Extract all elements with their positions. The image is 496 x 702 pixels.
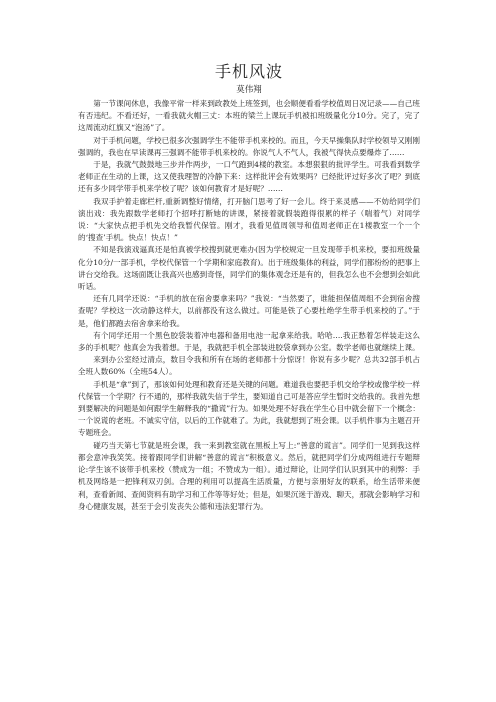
document-author: 莫伟翔 bbox=[236, 85, 262, 95]
paragraph: 有个同学还用一个黑色胶袋装着冲电器和备用电池一起拿来给我。哈哈….我正愁着怎样装走这么多的手机呢？他真会为我着想。于是，我就把手机全部装进胶袋拿到办公室。数学老师也就继续上课。 bbox=[78, 330, 420, 353]
paragraph: 我双手护着走廊栏杆,重新调整好情绪，打开脑门思考了好一会儿。终于来灵感——不妨给同学们演出戏：我先跟数学老师打个招呼打断她的讲课，紧接着就假装跑得很累的样子（喘着气）对同学说：“大家快点把手机先交给我暂代保管。刚才，我看见值周领导和值周老师正在1楼教室一个一个的‘搜查’手机。快点！快点！” bbox=[78, 196, 420, 243]
paragraph: 手机是“拿”到了，那该如何处理和教育还是关键的问题。难道我也要把手机交给学校或像学校一样代保管一个学期？行不通的，那样我就失信于学生，要知道自己可是答应学生暂时交给我的。我首先想到要解决的问题是如何跟学生解释我的“撒谎”行为。如果处理不好我在学生心目中就会留下一个概念：一个说谎的老班。不诚实守信，以后的工作就难了。为此，我就想到了班会课。以手机件事为主题召开专题班会。 bbox=[78, 379, 420, 438]
document-body bbox=[78, 98, 420, 513]
paragraph: 来到办公室经过清点，数目令我和所有在场的老师都十分惊讶！你说有多少呢？总共32部手机占全班人数60%（全班54人）。 bbox=[78, 355, 420, 377]
paragraph: 于是，我就气鼓鼓地三步并作两步，一口气跑到4楼的教室。本想狠狠的批评学生。可我看到数学老师正在生动的上课，这又使我理智的冷静下来：这样批评会有效果吗？已经批评过好多次了吧？到底还有多少同学带手机来学校了呢？该如何教育才是好呢？…… bbox=[78, 160, 420, 194]
paragraph: 对于手机问题，学校已很多次强调学生不能带手机来校的。而且，今天早操集队时学校领导又刚刚强调的，我也在早读课再三强调不能带手机来校的。你说气人不气人，我被气得快点要爆炸了…… bbox=[78, 135, 420, 157]
paragraph: 第一节课间休息，我像平常一样来到政教处上班签到，也会顺便看看学校值周日况记录——自己班有否违纪。不看还好，一看我就火帽三丈：本班的梁兰上课玩手机被扣班级量化分10分。完了，完了这周流动红旗又“泡汤”了。 bbox=[78, 99, 420, 133]
paragraph: 碰巧当天第七节就是班会课，我一来到教室就在黑板上写上:“善意的谎言”。同学们一见到我这样都会意冲我笑笑。接着跟同学们讲解“善意的谎言”积极意义。然后，就把同学们分成两组进行专题辩论:学生该不该带手机来校（赞成为一组；不赞成为一组）。通过辩论，让同学们认识到其中的利弊：手机及网络是一把锋利双刃剑。合理的利用可以提高生活质量，方便与亲朋好友的联系，给生活带来便利，查看新闻、查阅资料有助学习和工作等等好处；但是，如果沉迷于游戏、聊天，那就会影响学习和身心健康发展，甚至于会引发丧失公德和违法犯罪行为。 bbox=[78, 440, 420, 511]
paragraph: 还有几同学还说：“手机的放在宿舍要拿来吗？”我说：“当然要了，谁能担保值周组不会到宿舍搜查呢？学校这一次动静这样大，以前都没有这么做过。可能是铁了心要杜绝学生带手机来校的了。”于是，他们都跑去宿舍拿来给我。 bbox=[78, 294, 420, 328]
paragraph: 不知是我演戏逼真还是怕真被学校搜到就更难办(因为学校规定一旦发现带手机来校，要扣班级量化分10分/一部手机，学校代保管一个学期和家庭教育)。出于班级集体的利益，同学们都纷纷的把事上讲台交给我。这场面既让我高兴也感到奇怪，同学们的集体观念还是有的，但我怎么也不会想到会如此听话。 bbox=[78, 245, 420, 292]
document-title: 手机风波 bbox=[214, 62, 283, 81]
